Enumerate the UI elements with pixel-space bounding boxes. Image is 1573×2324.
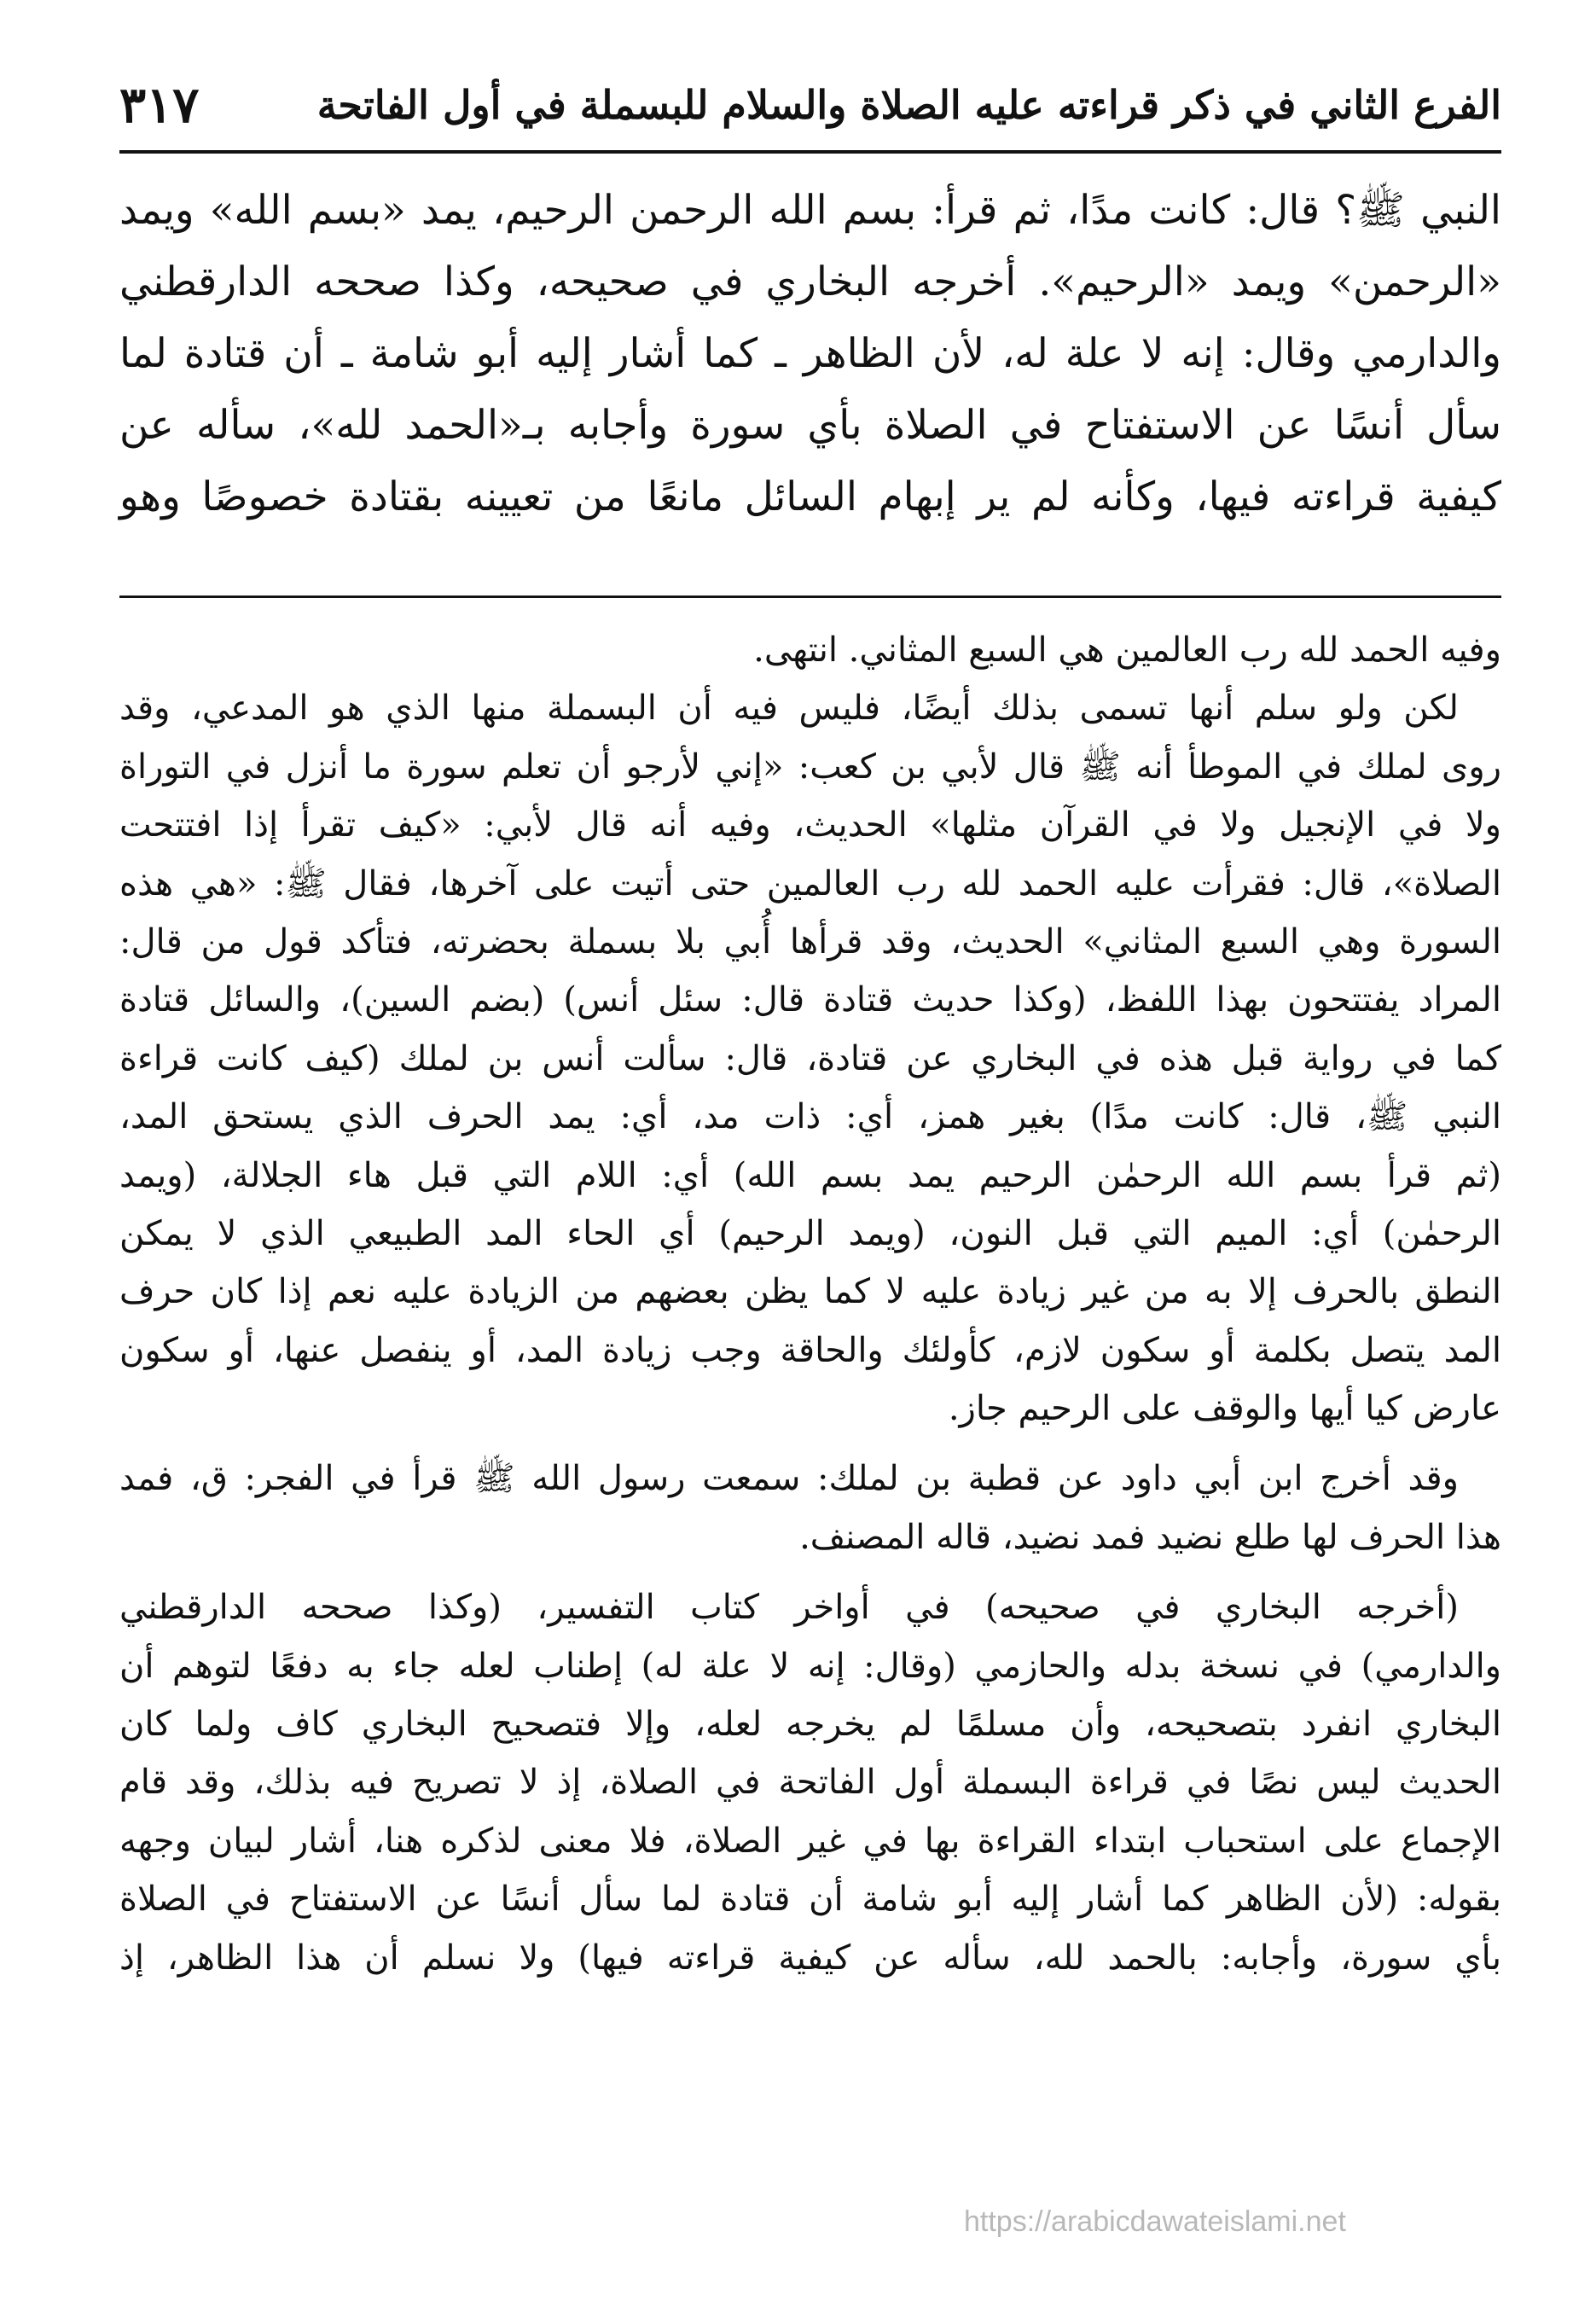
commentary-line: عارض كيا أيها والوقف على الرحيم جاز. — [948, 1389, 1501, 1429]
commentary-line: هذا الحرف لها طلع نضيد فمد نضيد، قاله المصنف. — [799, 1517, 1501, 1557]
commentary-line: روى لملك في الموطأ أنه ﷺ قال لأبي بن كعب: «إني لأرجو أن تعلم سورة ما أنزل في التوراة — [119, 747, 1501, 787]
header-divider — [119, 150, 1501, 154]
commentary-line: لكن ولو سلم أنها تسمى بذلك أيضًا، فليس فيه أن البسملة منها الذي هو المدعي، وقد — [119, 688, 1459, 729]
commentary-line: بأي سورة، وأجابه: بالحمد لله، سأله عن كيفية قراءته فيها) ولا نسلم أن هذا الظاهر، إذ — [119, 1938, 1501, 1978]
commentary-line: وفيه الحمد لله رب العالمين هي السبع المثاني. انتهى. — [753, 630, 1501, 670]
main-text-line: «الرحمن» ويمد «الرحيم». أخرجه البخاري في صحيحه، وكذا صححه الدارقطني — [119, 259, 1501, 305]
commentary-line: البخاري انفرد بتصحيحه، وأن مسلمًا لم يخرجه لعله، وإلا فتصحيح البخاري كاف ولما كان — [119, 1705, 1502, 1745]
running-title: الفرع الثاني في ذكر قراءته عليه الصلاة والسلام للبسملة في أول الفاتحة — [316, 82, 1501, 128]
commentary-line: المد يتصل بكلمة أو سكون لازم، كأولئك والحاقة وجب زيادة المد، أو ينفصل عنها، أو سكون — [119, 1330, 1501, 1370]
watermark-url: https://arabicdawateislami.net — [964, 2205, 1346, 2238]
commentary-line: بقوله: (لأن الظاهر كما أشار إليه أبو شامة أن قتادة لما سأل أنسًا عن الاستفتاح في الصلاة — [119, 1880, 1501, 1920]
commentary-line: النبي ﷺ، قال: كانت مدًا) بغير همز، أي: ذات مد، أي: يمد الحرف الذي يستحق المد، — [119, 1097, 1501, 1137]
commentary-line: الإجماع على استحباب ابتداء القراءة بها في غير الصلاة، فلا معنى لذكره هنا، أشار لبيان وجهه — [119, 1821, 1501, 1861]
commentary-line: (ثم قرأ بسم الله الرحمٰن الرحيم يمد بسم الله) أي: اللام التي قبل هاء الجلالة، (ويمد — [119, 1155, 1501, 1195]
main-text-line: كيفية قراءته فيها، وكأنه لم ير إبهام السائل مانعًا من تعيينه بقتادة خصوصًا وهو — [119, 474, 1501, 520]
main-text-line: والدارمي وقال: إنه لا علة له، لأن الظاهر ـ كما أشار إليه أبو شامة ـ أن قتادة لما — [119, 330, 1501, 377]
commentary-divider — [119, 596, 1501, 598]
commentary-block — [119, 621, 1501, 1987]
commentary-line: الصلاة»، قال: فقرأت عليه الحمد لله رب العالمين حتى أتيت على آخرها، فقال ﷺ: «هي هذه — [119, 863, 1501, 903]
commentary-line: والدارمي) في نسخة بدله والحازمي (وقال: إنه لا علة له) إطناب لعله جاء به دفعًا لتوهم أن — [119, 1646, 1501, 1686]
page-number: ٣١٧ — [119, 76, 200, 134]
commentary-line: ولا في الإنجيل ولا في القرآن مثلها» الحديث، وفيه أنه قال لأبي: «كيف تقرأ إذا افتتحت — [119, 805, 1501, 845]
commentary-line: (أخرجه البخاري في صحيحه) في أواخر كتاب التفسير، (وكذا صححه الدارقطني — [119, 1588, 1459, 1628]
page-header — [119, 67, 1501, 143]
commentary-line: الحديث ليس نصًا في قراءة البسملة أول الفاتحة في الصلاة، إذ لا تصريح فيه بذلك، وقد قام — [119, 1763, 1501, 1803]
main-text-line: النبي ﷺ؟ قال: كانت مدًا، ثم قرأ: بسم الله الرحمن الرحيم، يمد «بسم الله» ويمد — [119, 187, 1501, 234]
commentary-line: السورة وهي السبع المثاني» الحديث، وقد قرأها أُبي بلا بسملة بحضرته، فتأكد قول من قال: — [119, 921, 1501, 962]
commentary-line: الرحمٰن) أي: الميم التي قبل النون، (ويمد الرحيم) أي الحاء المد الطبيعي الذي لا يمكن — [119, 1213, 1501, 1253]
main-text-block — [119, 175, 1501, 533]
main-text-line: سأل أنسًا عن الاستفتاح في الصلاة بأي سورة وأجابه بـ«الحمد لله»، سأله عن — [119, 402, 1501, 449]
commentary-line: كما في رواية قبل هذه في البخاري عن قتادة، قال: سألت أنس بن لملك (كيف كانت قراءة — [119, 1038, 1501, 1078]
commentary-line: وقد أخرج ابن أبي داود عن قطبة بن لملك: سمعت رسول الله ﷺ قرأ في الفجر: ق، فمد — [119, 1459, 1459, 1499]
commentary-line: المراد يفتتحون بهذا اللفظ، (وكذا حديث قتادة قال: سئل أنس) (بضم السين)، والسائل قتادة — [119, 980, 1501, 1020]
commentary-line: النطق بالحرف إلا به من غير زيادة عليه لا كما يظن بعضهم من الزيادة عليه نعم إذا كان حرف — [119, 1272, 1501, 1312]
